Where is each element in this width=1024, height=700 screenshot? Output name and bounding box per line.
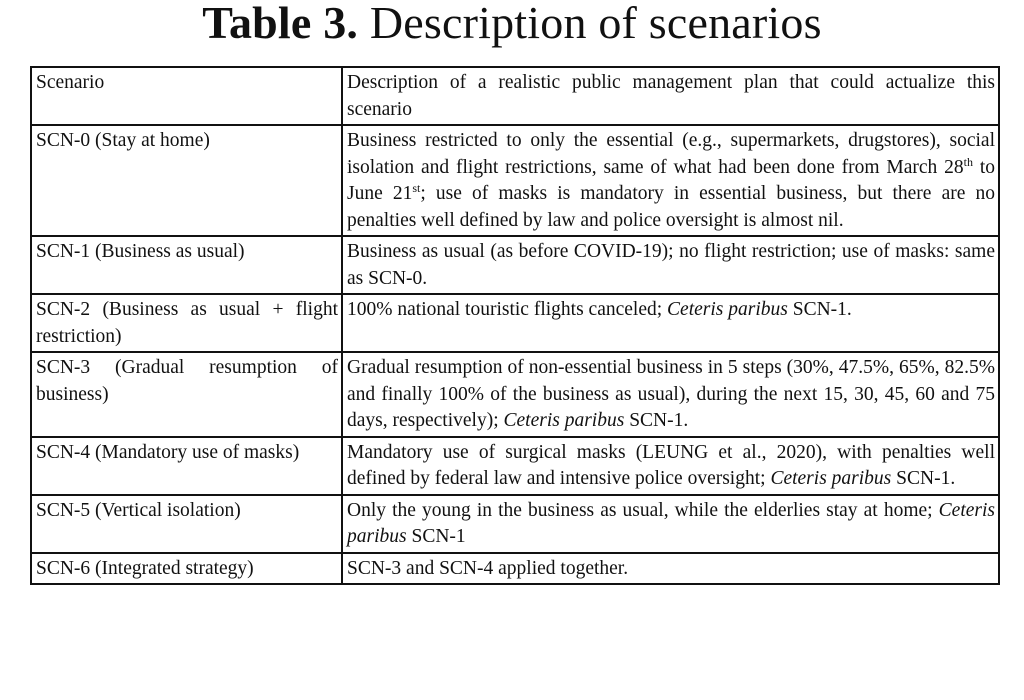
header-scenario: Scenario xyxy=(31,67,342,125)
scenarios-table xyxy=(30,66,1000,585)
description-text: SCN-3 and SCN-4 applied together. xyxy=(347,557,629,579)
description-text: Business as usual (as before COVID-19); no flight restriction; use of masks: same as SCN-0. xyxy=(347,241,995,289)
ordinal-suffix: th xyxy=(963,154,973,169)
scenario-cell: SCN-2 (Business as usual + flight restriction) xyxy=(31,294,342,352)
scenario-cell: SCN-6 (Integrated strategy) xyxy=(31,553,342,585)
italic-term: Ceteris paribus xyxy=(667,299,788,320)
description-text: Business restricted to only the essential (e.g., supermarkets, drugstores), social isolation and flight restrictions, same of what had been done from March 28 xyxy=(347,130,995,178)
table-row xyxy=(31,553,999,585)
italic-term: Ceteris paribus xyxy=(347,499,995,547)
description-cell xyxy=(342,352,999,437)
description-text: to June 21 xyxy=(347,156,995,204)
table-header-row xyxy=(31,67,999,125)
description-text: SCN-1. xyxy=(787,299,852,320)
scenario-cell: SCN-0 (Stay at home) xyxy=(31,125,342,236)
table-row xyxy=(31,294,999,352)
description-text: SCN-1 xyxy=(406,526,466,547)
table-title-label: Table 3. xyxy=(202,0,359,48)
table-title xyxy=(0,0,1024,46)
table-row xyxy=(31,236,999,294)
description-cell xyxy=(342,495,999,553)
table-title-text: Description of scenarios xyxy=(358,0,822,48)
header-description: Description of a realistic public management plan that could actualize this scenario xyxy=(342,67,999,125)
description-text: ; use of masks is mandatory in essential business, but there are no penalties well defined by law and police oversight is almost nil. xyxy=(347,183,995,231)
description-text: SCN-1. xyxy=(891,468,956,489)
italic-term: Ceteris paribus xyxy=(503,410,625,431)
scenario-cell: SCN-3 (Gradual resumption of business) xyxy=(31,352,342,437)
description-cell xyxy=(342,437,999,495)
description-text: 100% national touristic flights canceled; xyxy=(347,299,668,320)
description-text: SCN-1. xyxy=(624,410,689,431)
table-row xyxy=(31,125,999,236)
description-cell xyxy=(342,236,999,294)
scenario-cell: SCN-1 (Business as usual) xyxy=(31,236,342,294)
table-row xyxy=(31,437,999,495)
description-text: Mandatory use of surgical masks (LEUNG et al., 2020), with penalties well defined by federal law and intensive police oversight; xyxy=(347,441,995,489)
table-row xyxy=(31,495,999,553)
ordinal-suffix: st xyxy=(412,181,421,195)
scenario-cell: SCN-5 (Vertical isolation) xyxy=(31,495,342,553)
description-cell xyxy=(342,125,999,236)
description-text: Gradual resumption of non-essential business in 5 steps (30%, 47.5%, 65%, 82.5% and finally 100% of the business as usual), during the next 15, 30, 45, 60 and 75 days, respectively); xyxy=(347,357,995,431)
description-cell xyxy=(342,294,999,352)
table-row xyxy=(31,352,999,437)
description-text: Only the young in the business as usual, while the elderlies stay at home; xyxy=(347,499,939,521)
scenario-cell: SCN-4 (Mandatory use of masks) xyxy=(31,437,342,495)
description-cell xyxy=(342,553,999,585)
italic-term: Ceteris paribus xyxy=(770,468,892,489)
